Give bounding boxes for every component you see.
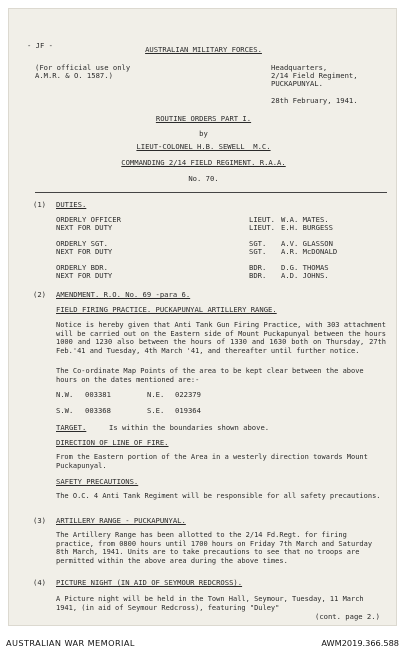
accession-number: AWM2019.366.588 xyxy=(321,638,399,648)
orders-command-line: COMMANDING 2/14 FIELD REGIMENT. R.A.A. xyxy=(121,158,286,167)
field-firing-heading: FIELD FIRING PRACTICE. PUCKAPUNYAL ARTILLERY RANGE. xyxy=(56,305,277,314)
continued-note: (cont. page 2.) xyxy=(315,612,380,621)
duty-role: NEXT FOR DUTY xyxy=(56,247,113,256)
hq-line-1: Headquarters, xyxy=(271,63,328,72)
safety-text: The O.C. 4 Anti Tank Regiment will be responsible for all safety precautions. xyxy=(56,492,381,500)
section-number-3: (3) xyxy=(33,516,46,525)
target-text: Is within the boundaries shown above. xyxy=(109,423,270,432)
safety-heading: SAFETY PRECAUTIONS. xyxy=(56,477,139,486)
duty-name: D.G. THOMAS xyxy=(281,263,329,272)
target-label: TARGET. xyxy=(56,423,87,432)
duty-rank: LIEUT. xyxy=(249,223,275,232)
duty-rank: SGT. xyxy=(249,239,267,248)
duty-role: NEXT FOR DUTY xyxy=(56,271,113,280)
amendment-heading: AMENDMENT. R.O. No. 69 -para 6. xyxy=(56,290,191,299)
official-use-line-1: (For official use only xyxy=(35,63,131,72)
coordinate-value: 022379 xyxy=(175,390,201,399)
document-page xyxy=(8,8,397,626)
duty-role: ORDERLY BDR. xyxy=(56,263,108,272)
picture-night-heading: PICTURE NIGHT (IN AID OF SEYMOUR REDCROSS). xyxy=(56,578,243,587)
coordinate-label: N.E. xyxy=(147,390,165,399)
duty-rank: LIEUT. xyxy=(249,215,275,224)
coordinate-label: N.W. xyxy=(56,390,74,399)
orders-commander: LIEUT-COLONEL H.B. SEWELL M.C. xyxy=(136,142,271,151)
duty-rank: BDR. xyxy=(249,263,267,272)
direction-heading: DIRECTION OF LINE OF FIRE. xyxy=(56,438,169,447)
header-divider xyxy=(35,192,387,193)
artillery-text: The Artillery Range has been allotted to the 2/14 Fd.Regt. for firing practice, from 0800 hours until 1700 hours on Friday 7th March and Saturday 8th March, 1941. Units are to take precautions to see that no troops are permitted within the above area during the above times. xyxy=(56,531,373,565)
section-number-2: (2) xyxy=(33,290,46,299)
orders-by: by xyxy=(199,129,208,138)
coordinate-label: S.E. xyxy=(147,406,165,415)
official-use-line-2: A.M.R. & O. 1587.) xyxy=(35,71,113,80)
artillery-heading: ARTILLERY RANGE - PUCKAPUNYAL. xyxy=(56,516,186,525)
duty-role: NEXT FOR DUTY xyxy=(56,223,113,232)
coordinate-value: 019364 xyxy=(175,406,201,415)
coordinate-label: S.W. xyxy=(56,406,74,415)
section-number-4: (4) xyxy=(33,578,46,587)
direction-text: From the Eastern portion of the Area in a westerly direction towards Mount Puckapunyal. xyxy=(56,453,368,470)
institution-credit: AUSTRALIAN WAR MEMORIAL xyxy=(6,638,135,648)
picture-night-text: A Picture night will be held in the Town Hall, Seymour, Tuesday, 11 March 1941, (in aid of Seymour Redcross), featuring "Duley" xyxy=(56,595,364,612)
duty-rank: SGT. xyxy=(249,247,267,256)
duty-name: A.D. JOHNS. xyxy=(281,271,329,280)
duty-name: W.A. MATES. xyxy=(281,215,329,224)
document-date: 28th February, 1941. xyxy=(271,96,358,105)
hq-line-3: PUCKAPUNYAL. xyxy=(271,79,323,88)
duty-name: A.V. GLASSON xyxy=(281,239,333,248)
orders-number: No. 70. xyxy=(188,174,219,183)
duty-name: E.H. BURGESS xyxy=(281,223,333,232)
duty-name: A.R. McDONALD xyxy=(281,247,338,256)
archive-footer xyxy=(0,634,405,653)
duty-role: ORDERLY OFFICER xyxy=(56,215,121,224)
document-title: AUSTRALIAN MILITARY FORCES. xyxy=(145,45,262,54)
coordinate-value: 003381 xyxy=(85,390,111,399)
orders-title: ROUTINE ORDERS PART I. xyxy=(155,114,252,123)
duty-rank: BDR. xyxy=(249,271,267,280)
firing-notice-paragraph: Notice is hereby given that Anti Tank Gun Firing Practice, with 303 attachment will be carried out on the Eastern side of Mount Puckapunyal between the hours 1000 and 1230 also between the hours of 1330 and 1630 both on Thursday, 27th Feb.'41 and Tuesday, 4th March '41, and thereafter until further notice. xyxy=(56,321,386,355)
duties-heading: DUTIES. xyxy=(56,200,87,209)
coordinate-value: 003368 xyxy=(85,406,111,415)
duty-role: ORDERLY SGT. xyxy=(56,239,108,248)
section-number-1: (1) xyxy=(33,200,46,209)
coordinates-intro: The Co-ordinate Map Points of the area to be kept clear between the above hours on the dates mentioned are:- xyxy=(56,367,364,384)
corner-mark: - JF - xyxy=(27,41,53,50)
hq-line-2: 2/14 Field Regiment, xyxy=(271,71,358,80)
